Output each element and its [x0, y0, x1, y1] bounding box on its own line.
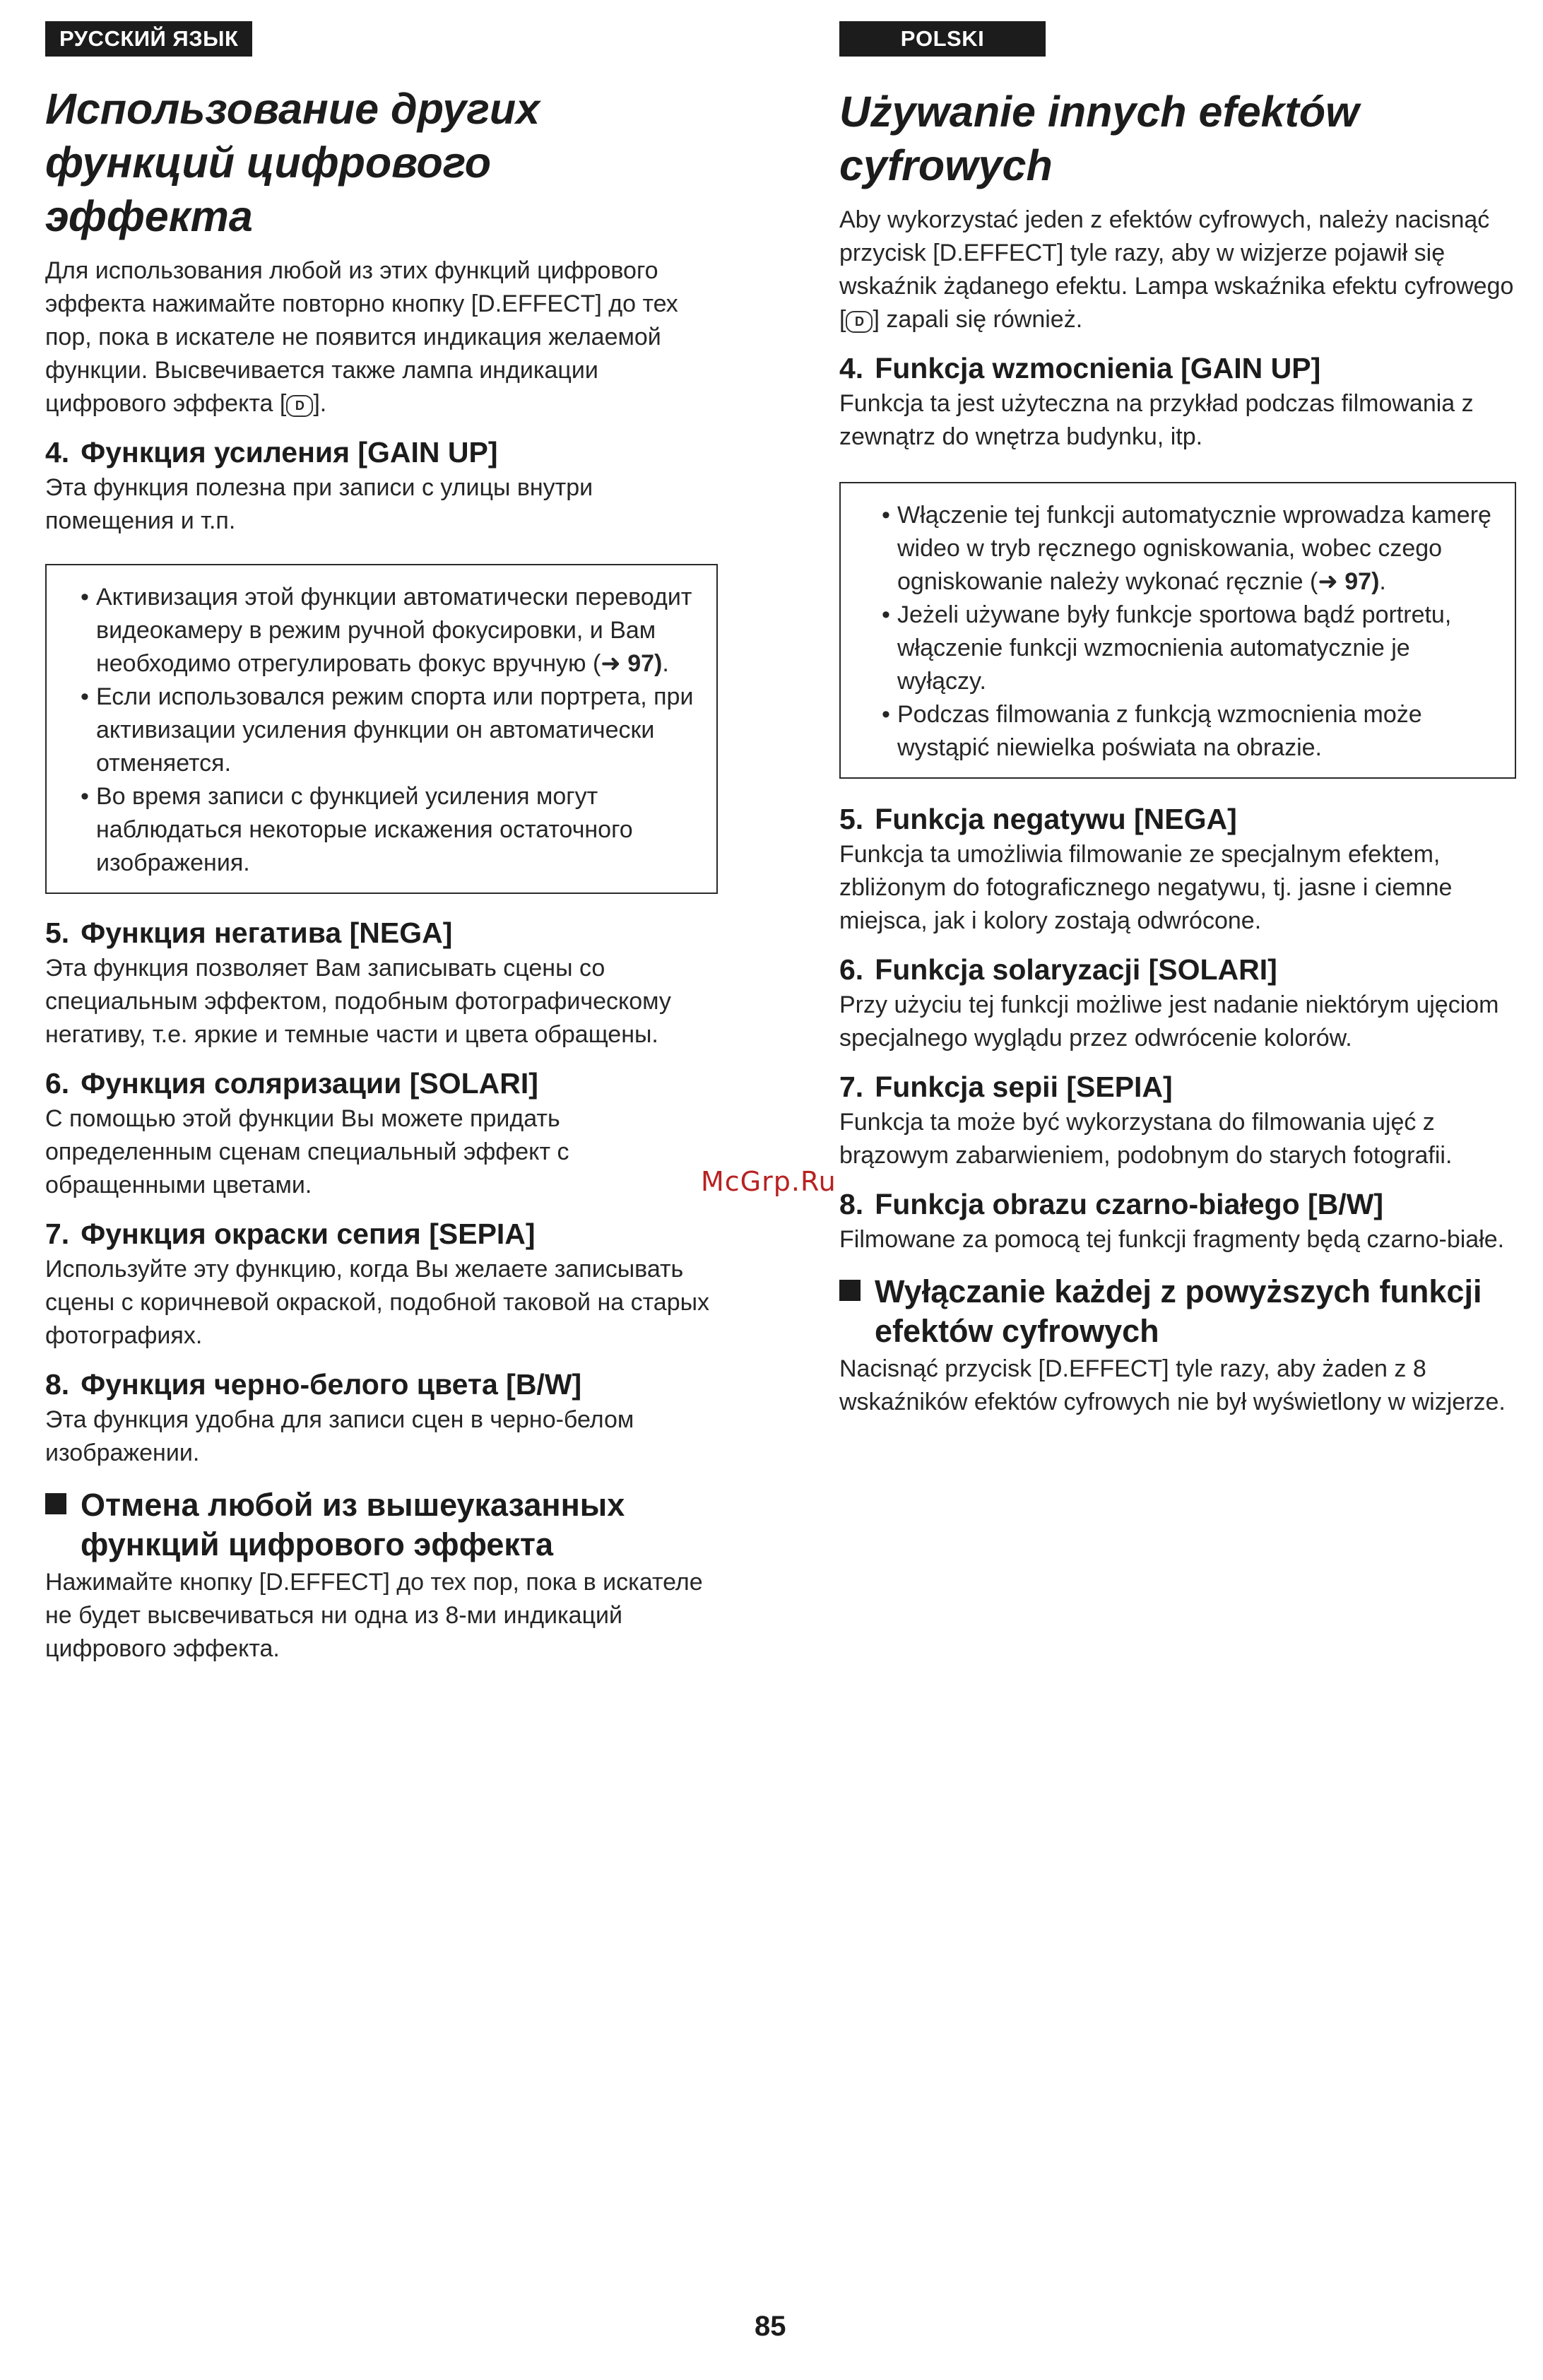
section-heading	[45, 1066, 723, 1101]
russian-column	[45, 21, 723, 1666]
section-title: Funkcja obrazu czarno-białego [B/W]	[875, 1188, 1384, 1220]
intro-text-end: ] zapali się również.	[873, 306, 1083, 333]
section-number: 6.	[45, 1067, 70, 1100]
page-title	[839, 85, 1518, 192]
section-title: Funkcja sepii [SEPIA]	[875, 1071, 1173, 1103]
section-heading	[45, 1367, 723, 1402]
section-title: Функция негатива [NEGA]	[81, 917, 453, 949]
polish-column	[839, 21, 1518, 1419]
section-number: 4.	[45, 436, 70, 469]
section-number: 4.	[839, 352, 864, 384]
section-number: 6.	[839, 953, 864, 986]
page-reference: ➜ 97)	[601, 650, 663, 677]
section-number: 5.	[839, 803, 864, 835]
section-title: Функция черно-белого цвета [B/W]	[81, 1368, 582, 1401]
digital-effect-lamp-icon: D	[846, 311, 873, 333]
section-body: Przy użyciu tej funkcji możliwe jest nadanie niektórym ujęciom specjalnego wyglądu przez odwrócenie kolorów.	[839, 991, 1499, 1051]
title-line: cyfrowych	[839, 141, 1053, 189]
section-number: 5.	[45, 917, 70, 949]
section-heading	[45, 915, 723, 950]
section-body: С помощью этой функции Вы можете придать определенным сценам специальный эффект с обращенными цветами.	[45, 1105, 569, 1198]
cancel-title-line: Wyłączanie każdej z powyższych funkcji	[875, 1273, 1482, 1309]
section-body: Funkcja ta jest użyteczna na przykład podczas filmowania z zewnątrz do wnętrza budynku, itp.	[839, 390, 1474, 450]
note-item	[882, 499, 1498, 599]
section-number: 8.	[45, 1368, 70, 1401]
section-heading	[45, 435, 723, 470]
title-line: Używanie innych efektów	[839, 88, 1359, 136]
cancel-title-line: Отмена любой из вышеуказанных	[81, 1487, 625, 1523]
intro-text: Aby wykorzystać jeden z efektów cyfrowych, należy nacisnąć przycisk [D.EFFECT] tyle razy, aby w wizjerze pojawił się wskaźnik żądanego efektu. Lampa wskaźnika efektu cyfrowego [	[839, 206, 1514, 333]
cancel-body: Nacisnąć przycisk [D.EFFECT] tyle razy, aby żaden z 8 wskaźników efektów cyfrowych nie był wyświetlony w wizjerze.	[839, 1355, 1506, 1415]
section-heading	[839, 1069, 1518, 1104]
note-item: • Если использовался режим спорта или портрета, при активизации усиления функции он автоматически отменяется.	[81, 681, 699, 780]
section-heading	[839, 1186, 1518, 1222]
section-title: Функция окраски сепия [SEPIA]	[81, 1218, 536, 1250]
note-text: Активизация этой функции автоматически переводит видеокамеру в режим ручной фокусировки, и Вам необходимо отрегулировать фокус вручную (	[96, 584, 692, 677]
section-heading	[839, 952, 1518, 987]
note-text: Włączenie tej funkcji automatycznie wprowadza kamerę wideo w tryb ręcznego ogniskowania, wobec czego ogniskowanie należy wykonać ręcznie (	[897, 502, 1491, 595]
section-title: Funkcja negatywu [NEGA]	[875, 803, 1237, 835]
title-line: эффекта	[45, 192, 253, 240]
section-body: Эта функция удобна для записи сцен в черно-белом изображении.	[45, 1406, 634, 1466]
section-title: Funkcja wzmocnienia [GAIN UP]	[875, 352, 1321, 384]
intro-paragraph	[839, 204, 1518, 336]
title-line: Использование других	[45, 85, 540, 133]
section-number: 8.	[839, 1188, 864, 1220]
watermark: McGrp.Ru	[701, 1166, 836, 1197]
section-number: 7.	[839, 1071, 864, 1103]
page-number: 85	[755, 2311, 786, 2342]
page-reference: ➜ 97)	[1318, 568, 1380, 595]
section-title: Funkcja solaryzacji [SOLARI]	[875, 953, 1277, 986]
section-heading	[45, 1216, 723, 1251]
note-box	[45, 564, 718, 894]
cancel-title-line: efektów cyfrowych	[875, 1313, 1159, 1349]
section-body: Funkcja ta może być wykorzystana do filmowania ujęć z brązowym zabarwieniem, podobnym do starych fotografii.	[839, 1109, 1453, 1169]
cancel-body: Нажимайте кнопку [D.EFFECT] до тех пор, пока в искателе не будет высвечиваться ни одна из 8-ми индикаций цифрового эффекта.	[45, 1569, 703, 1662]
note-item	[81, 581, 699, 681]
intro-text: Для использования любой из этих функций цифрового эффекта нажимайте повторно кнопку [D.EFFECT] до тех пор, пока в искателе не появится индикация желаемой функции. Высвечивается также лампа индикации цифрового эффекта [	[45, 257, 678, 417]
section-number: 7.	[45, 1218, 70, 1250]
square-bullet-icon	[839, 1280, 861, 1301]
intro-text-end: ].	[313, 390, 327, 417]
note-text-end: .	[1379, 568, 1386, 595]
section-title: Функция соляризации [SOLARI]	[81, 1067, 538, 1100]
cancel-title-line: функций цифрового эффекта	[81, 1526, 554, 1562]
cancel-heading	[839, 1272, 1518, 1351]
note-item: • Podczas filmowania z funkcją wzmocnienia może wystąpić niewielka poświata na obrazie.	[882, 698, 1498, 765]
note-box	[839, 482, 1516, 779]
section-heading	[839, 801, 1518, 837]
page-title	[45, 82, 723, 243]
section-body: Используйте эту функцию, когда Вы желаете записывать сцены с коричневой окраской, подобной таковой на старых фотографиях.	[45, 1256, 710, 1349]
digital-effect-lamp-icon: D	[286, 395, 313, 417]
section-body: Эта функция позволяет Вам записывать сцены со специальным эффектом, подобным фотографическому негативу, т.е. яркие и темные части и цвета обращены.	[45, 955, 671, 1048]
section-title: Функция усиления [GAIN UP]	[81, 436, 498, 469]
cancel-heading	[45, 1485, 723, 1565]
intro-paragraph	[45, 254, 723, 420]
section-heading	[839, 350, 1518, 386]
language-tag: POLSKI	[839, 21, 1046, 57]
section-body: Filmowane za pomocą tej funkcji fragmenty będą czarno-białe.	[839, 1226, 1505, 1253]
language-tag: РУССКИЙ ЯЗЫК	[45, 21, 252, 57]
title-line: функций цифрового	[45, 139, 492, 187]
note-item: • Jeżeli używane były funkcje sportowa bądź portretu, włączenie funkcji wzmocnienia automatycznie je wyłączy.	[882, 599, 1498, 698]
note-text-end: .	[662, 650, 669, 677]
square-bullet-icon	[45, 1493, 66, 1514]
section-body: Эта функция полезна при записи с улицы внутри помещения и т.п.	[45, 474, 593, 534]
section-body: Funkcja ta umożliwia filmowanie ze specjalnym efektem, zbliżonym do fotograficznego negatywu, tj. jasne i ciemne miejsca, jak i kolory zostają odwrócone.	[839, 841, 1453, 934]
note-item: • Во время записи с функцией усиления могут наблюдаться некоторые искажения остаточного изображения.	[81, 780, 699, 880]
